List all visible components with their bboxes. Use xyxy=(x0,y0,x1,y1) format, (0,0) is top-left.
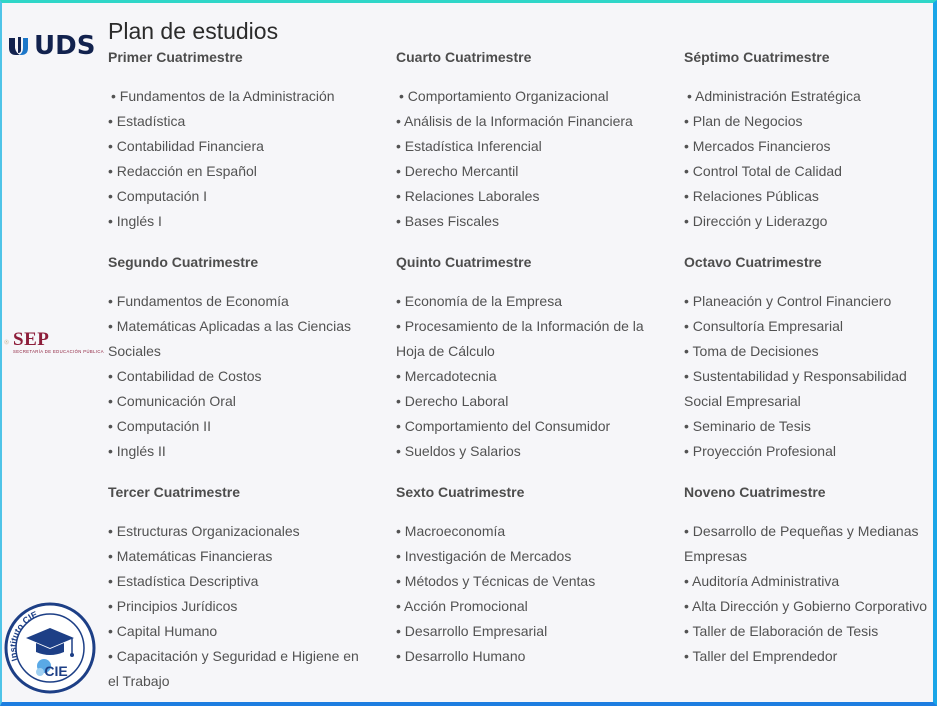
list-item: • Desarrollo de Pequeñas y Medianas Empresas xyxy=(684,523,919,564)
list-item: • Mercadotecnia xyxy=(396,368,497,384)
section-title-sexto: Sexto Cuatrimestre xyxy=(396,484,525,500)
list-item: • Estadística xyxy=(108,113,186,129)
list-item: • Capacitación y Seguridad e Higiene en el Trabajo xyxy=(108,648,359,689)
list-item: • Desarrollo Empresarial xyxy=(396,623,548,639)
list-item: • Principios Jurídicos xyxy=(108,598,238,614)
list-item: • Matemáticas Financieras xyxy=(108,548,273,564)
section-title-cuarto: Cuarto Cuatrimestre xyxy=(396,49,532,65)
list-item: • Dirección y Liderazgo xyxy=(684,213,828,229)
section-title-primer: Primer Cuatrimestre xyxy=(108,49,243,65)
cie-seal-icon xyxy=(4,602,96,694)
list-item: • Derecho Laboral xyxy=(396,393,509,409)
list-item: • Fundamentos de la Administración xyxy=(111,88,335,104)
sep-logo xyxy=(4,325,104,359)
list-item: • Acción Promocional xyxy=(396,598,528,614)
list-item: • Estadística Descriptiva xyxy=(108,573,259,589)
cie-logo xyxy=(4,602,96,694)
list-item: • Inglés I xyxy=(108,213,162,229)
list-item: • Fundamentos de Economía xyxy=(108,293,289,309)
list-item: • Comportamiento Organizacional xyxy=(399,88,609,104)
list-item: • Computación II xyxy=(108,418,211,434)
list-item: • Seminario de Tesis xyxy=(684,418,811,434)
list-item: • Alta Dirección y Gobierno Corporativo xyxy=(684,598,928,614)
sep-logo-text: SEP xyxy=(13,329,50,350)
section-title-septimo: Séptimo Cuatrimestre xyxy=(684,49,830,65)
section-title-octavo: Octavo Cuatrimestre xyxy=(684,254,822,270)
list-item: • Taller de Elaboración de Tesis xyxy=(684,623,879,639)
list-item: • Análisis de la Información Financiera xyxy=(396,113,633,129)
list-item: • Comunicación Oral xyxy=(108,393,236,409)
page-title: Plan de estudios xyxy=(108,18,279,45)
list-item: • Economía de la Empresa xyxy=(396,293,562,309)
list-item: • Taller del Emprendedor xyxy=(684,648,838,664)
section-title-segundo: Segundo Cuatrimestre xyxy=(108,254,259,270)
list-item: • Contabilidad de Costos xyxy=(108,368,262,384)
list-item: • Planeación y Control Financiero xyxy=(684,293,892,309)
list-item: • Comportamiento del Consumidor xyxy=(396,418,611,434)
list-item: • Sustentabilidad y Responsabilidad Social Empresarial xyxy=(684,368,907,409)
list-item: • Inglés II xyxy=(108,443,166,459)
list-item: • Mercados Financieros xyxy=(684,138,831,154)
list-item: • Procesamiento de la Información de la Hoja de Cálculo xyxy=(396,318,644,359)
list-item: • Administración Estratégica xyxy=(687,88,861,104)
list-item: • Consultoría Empresarial xyxy=(684,318,843,334)
list-item: • Contabilidad Financiera xyxy=(108,138,264,154)
section-title-tercer: Tercer Cuatrimestre xyxy=(108,484,241,500)
sep-logo-subtitle: SECRETARÍA DE EDUCACIÓN PÚBLICA xyxy=(13,349,104,354)
svg-text:Instituto CIE: Instituto CIE xyxy=(7,609,40,663)
svg-text:CIE: CIE xyxy=(44,663,68,679)
list-item: • Auditoría Administrativa xyxy=(684,573,840,589)
list-item: • Relaciones Públicas xyxy=(684,188,819,204)
list-item: • Plan de Negocios xyxy=(684,113,803,129)
list-item: • Desarrollo Humano xyxy=(396,648,526,664)
list-item: • Capital Humano xyxy=(108,623,218,639)
uds-logo-text: UDS xyxy=(34,31,96,61)
section-title-quinto: Quinto Cuatrimestre xyxy=(396,254,532,270)
list-item: • Sueldos y Salarios xyxy=(396,443,521,459)
list-item: • Investigación de Mercados xyxy=(396,548,572,564)
list-item: • Estructuras Organizacionales xyxy=(108,523,300,539)
list-item: • Matemáticas Aplicadas a las Ciencias Sociales xyxy=(108,318,352,359)
uds-logo xyxy=(6,31,98,61)
list-item: • Control Total de Calidad xyxy=(684,163,842,179)
list-item: • Macroeconomía xyxy=(396,523,506,539)
uds-mark-icon xyxy=(6,34,32,58)
list-item: • Redacción en Español xyxy=(108,163,257,179)
list-item: • Bases Fiscales xyxy=(396,213,499,229)
section-title-noveno: Noveno Cuatrimestre xyxy=(684,484,826,500)
list-item: • Estadística Inferencial xyxy=(396,138,542,154)
list-item: • Derecho Mercantil xyxy=(396,163,519,179)
list-item: • Relaciones Laborales xyxy=(396,188,540,204)
list-item: • Métodos y Técnicas de Ventas xyxy=(396,573,596,589)
list-item: • Proyección Profesional xyxy=(684,443,836,459)
mexico-seal-icon xyxy=(4,327,9,357)
list-item: • Computación I xyxy=(108,188,208,204)
list-item: • Toma de Decisiones xyxy=(684,343,819,359)
